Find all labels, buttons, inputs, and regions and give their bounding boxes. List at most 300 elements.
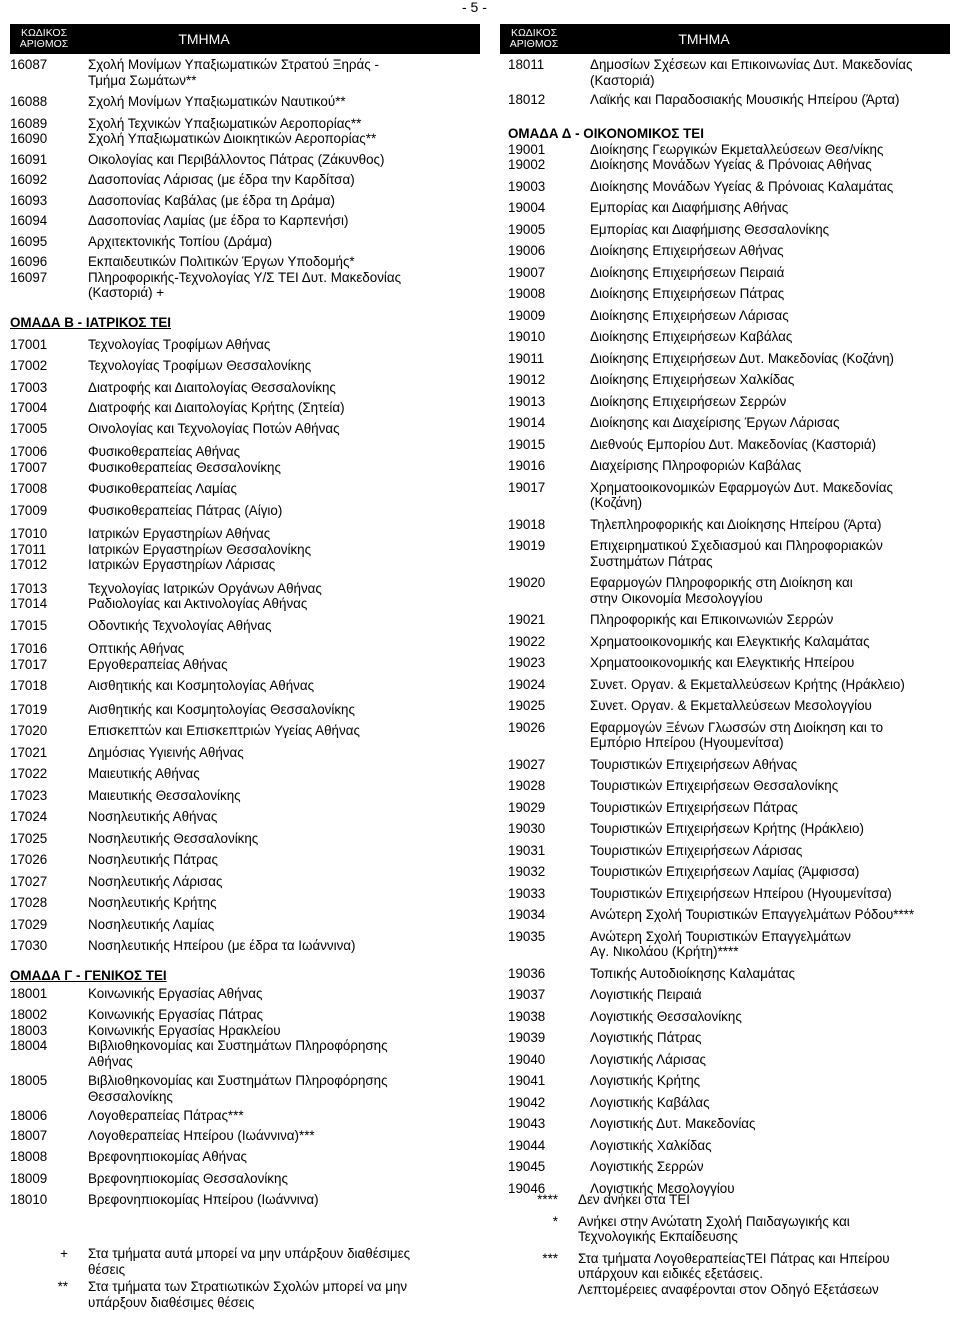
table-row bbox=[500, 538, 950, 569]
department-code: 17006 bbox=[10, 444, 48, 459]
table-row bbox=[10, 596, 480, 612]
department-name: Κοινωνικής Εργασίας Ηρακλείου bbox=[88, 1022, 281, 1038]
footnote-mark: **** bbox=[537, 1192, 558, 1207]
department-name: Φυσικοθεραπείας Πάτρας (Αίγιο) bbox=[88, 502, 283, 518]
department-code: 18009 bbox=[10, 1170, 48, 1186]
department-code: 17003 bbox=[10, 379, 48, 395]
department-code: 19022 bbox=[508, 633, 546, 649]
department-name: Ιατρικών Εργαστηρίων Λάρισας bbox=[88, 557, 276, 572]
department-name: Λογοθεραπείας Ηπείρου (Ιωάννινα)*** bbox=[88, 1127, 315, 1143]
department-code: 18005 bbox=[10, 1073, 48, 1088]
table-row bbox=[10, 270, 480, 301]
department-name: Νοσηλευτικής Θεσσαλονίκης bbox=[88, 830, 259, 846]
department-name: Πληροφορικής και Επικοινωνιών Σερρών bbox=[590, 612, 834, 627]
department-code: 19002 bbox=[508, 157, 546, 172]
table-row bbox=[500, 437, 950, 453]
department-name: Σχολή Μονίμων Υπαξιωματικών Ναυτικού** bbox=[88, 94, 346, 109]
table-row bbox=[10, 809, 480, 825]
department-code: 17010 bbox=[10, 526, 48, 541]
table-row bbox=[10, 1108, 480, 1124]
table-row bbox=[500, 778, 950, 794]
department-name: Διοίκησης Επιχειρήσεων Λάρισας bbox=[590, 307, 789, 323]
department-code: 19014 bbox=[508, 415, 546, 430]
department-code: 16087 bbox=[10, 57, 48, 72]
department-name: Τοπικής Αυτοδιοίκησης Καλαμάτας bbox=[590, 965, 795, 981]
table-row bbox=[10, 380, 480, 396]
department-name: Νοσηλευτικής Λαμίας bbox=[88, 916, 215, 932]
group-c-continued bbox=[500, 57, 950, 108]
department-name: Συνετ. Οργαν. & Εκμεταλλεύσεων Μεσολογγίου bbox=[590, 698, 872, 713]
table-row bbox=[10, 1171, 480, 1187]
department-name: Διοίκησης Επιχειρήσεων Πειραιά bbox=[590, 264, 785, 280]
department-name: Διοίκησης Επιχειρήσεων Σερρών bbox=[590, 393, 787, 409]
department-code: 19008 bbox=[508, 286, 546, 301]
department-code: 19019 bbox=[508, 538, 546, 553]
table-row bbox=[10, 678, 480, 694]
table-row bbox=[10, 557, 480, 573]
right-column bbox=[500, 24, 950, 1196]
table-header bbox=[500, 24, 950, 54]
department-name: Συνετ. Οργαν. & Εκμεταλλεύσεων Κρήτης (Ηράκλειο) bbox=[590, 676, 905, 692]
department-code: 17016 bbox=[10, 641, 48, 656]
department-name: Εφαρμογών Πληροφορικής στη Διοίκηση και στην Οικονομία Μεσολογγίου bbox=[590, 575, 853, 606]
table-row bbox=[500, 757, 950, 773]
department-name: Διοίκησης Μονάδων Υγείας & Πρόνοιας Καλαμάτας bbox=[590, 178, 894, 194]
department-code: 19023 bbox=[508, 655, 546, 670]
department-code: 19036 bbox=[508, 965, 546, 981]
table-row bbox=[10, 1073, 480, 1104]
table-row bbox=[10, 213, 480, 229]
department-code: 17018 bbox=[10, 678, 48, 693]
table-row bbox=[500, 1073, 950, 1089]
department-code: 18011 bbox=[508, 57, 545, 72]
department-name: Βρεφονηπιοκομίας Ηπείρου (Ιωάννινα) bbox=[88, 1192, 319, 1207]
group-c-list bbox=[10, 986, 480, 1208]
department-name: Κοινωνικής Εργασίας Αθήνας bbox=[88, 985, 263, 1001]
table-row bbox=[10, 1192, 480, 1208]
department-name: Ανώτερη Σχολή Τουριστικών Επαγγελμάτων Ρόδου**** bbox=[590, 907, 915, 922]
department-name: Λογιστικής Χαλκίδας bbox=[590, 1137, 712, 1153]
department-name: Χρηματοοικονομικών Εφαρμογών Δυτ. Μακεδονίας (Κοζάνη) bbox=[590, 479, 893, 510]
department-column-header: ΤΜΗΜΑ bbox=[178, 31, 230, 47]
department-name: Βιβλιοθηκονομίας και Συστημάτων Πληροφόρησης Θεσσαλονίκης bbox=[88, 1073, 388, 1104]
department-code: 19032 bbox=[508, 864, 546, 879]
department-code: 19026 bbox=[508, 719, 546, 735]
department-name: Επιχειρηματικού Σχεδιασμού και Πληροφοριακών Συστημάτων Πάτρας bbox=[590, 538, 883, 569]
department-code: 19039 bbox=[508, 1030, 546, 1045]
department-name: Τουριστικών Επιχειρήσεων Πάτρας bbox=[590, 799, 798, 815]
footnote-text: Στα τμήματα των Στρατιωτικών Σχολών μπορεί να μην υπάρξουν διαθέσιμες θέσεις bbox=[88, 1279, 408, 1310]
department-code: 19011 bbox=[508, 350, 545, 366]
department-name: Ραδιολογίας και Ακτινολογίας Αθήνας bbox=[88, 596, 308, 611]
table-row bbox=[500, 1159, 950, 1175]
department-name: Λογιστικής Καβάλας bbox=[590, 1094, 710, 1110]
table-row bbox=[10, 116, 480, 132]
department-name: Διαχείρισης Πληροφοριών Καβάλας bbox=[590, 458, 802, 473]
department-name: Μαιευτικής Θεσσαλονίκης bbox=[88, 787, 241, 803]
footnote bbox=[40, 1279, 480, 1310]
table-row bbox=[10, 481, 480, 497]
footnote bbox=[40, 1246, 480, 1277]
department-code: 17025 bbox=[10, 830, 48, 846]
right-footnotes bbox=[510, 1192, 950, 1297]
table-row bbox=[10, 152, 480, 168]
table-row bbox=[500, 987, 950, 1003]
department-code: 18012 bbox=[508, 92, 546, 107]
table-row bbox=[500, 1009, 950, 1025]
table-row bbox=[10, 657, 480, 673]
department-name: Τεχνολογίας Ιατρικών Οργάνων Αθήνας bbox=[88, 580, 322, 596]
department-code: 19013 bbox=[508, 393, 546, 409]
department-name: Οδοντικής Τεχνολογίας Αθήνας bbox=[88, 617, 272, 633]
table-row bbox=[10, 788, 480, 804]
department-name: Αισθητικής και Κοσμητολογίας Θεσσαλονίκης bbox=[88, 701, 355, 717]
department-code: 17001 bbox=[10, 336, 48, 352]
department-name: Διοίκησης και Διαχείρισης Έργων Λάρισας bbox=[590, 415, 840, 430]
department-code: 19006 bbox=[508, 243, 546, 258]
table-row bbox=[500, 265, 950, 281]
department-name: Εμπορίας και Διαφήμισης Αθήνας bbox=[590, 200, 789, 215]
department-name: Φυσικοθεραπείας Λαμίας bbox=[88, 481, 237, 496]
department-name: Δασοπονίας Λαμίας (με έδρα το Καρπενήσι) bbox=[88, 213, 349, 228]
table-row bbox=[500, 179, 950, 195]
table-row bbox=[10, 444, 480, 460]
department-code: 19021 bbox=[508, 612, 546, 627]
department-name: Βιβλιοθηκονομίας και Συστημάτων Πληροφόρησης Αθήνας bbox=[88, 1038, 388, 1069]
table-row bbox=[10, 1007, 480, 1023]
table-row bbox=[500, 200, 950, 216]
table-row bbox=[500, 243, 950, 259]
group-d-heading bbox=[500, 126, 950, 142]
department-name: Τουριστικών Επιχειρήσεων Ηπείρου (Ηγουμενίτσα) bbox=[590, 885, 892, 901]
department-code: 17019 bbox=[10, 701, 48, 717]
department-code: 16097 bbox=[10, 269, 48, 285]
table-row bbox=[500, 415, 950, 431]
department-code: 19038 bbox=[508, 1008, 546, 1024]
department-name: Διοίκησης Επιχειρήσεων Χαλκίδας bbox=[590, 372, 795, 387]
table-row bbox=[10, 766, 480, 782]
department-name: Βρεφονηπιοκομίας Θεσσαλονίκης bbox=[88, 1170, 288, 1186]
department-code: 16093 bbox=[10, 192, 48, 208]
table-row bbox=[10, 400, 480, 416]
footnote-mark: *** bbox=[542, 1250, 558, 1266]
department-name: Σχολή Τεχνικών Υπαξιωματικών Αεροπορίας** bbox=[88, 115, 362, 131]
footnote-text: Στα τμήματα αυτά μπορεί να μην υπάρξουν διαθέσιμες θέσεις bbox=[88, 1246, 411, 1277]
department-name: Διεθνούς Εμπορίου Δυτ. Μακεδονίας (Καστοριά) bbox=[590, 436, 877, 452]
department-name: Αισθητικής και Κοσμητολογίας Αθήνας bbox=[88, 678, 315, 693]
table-row bbox=[500, 966, 950, 982]
department-name: Λογιστικής Κρήτης bbox=[590, 1073, 701, 1088]
table-row bbox=[10, 1023, 480, 1039]
department-code: 19001 bbox=[508, 141, 546, 157]
table-row bbox=[10, 337, 480, 353]
department-name: Πληροφορικής-Τεχνολογίας Υ/Σ ΤΕΙ Δυτ. Μακεδονίας (Καστοριά) + bbox=[88, 269, 402, 300]
department-name: Σχολή Υπαξιωματικών Διοικητικών Αεροπορίας** bbox=[88, 131, 377, 146]
department-name: Τεχνολογίας Τροφίμων Αθήνας bbox=[88, 336, 271, 352]
table-row bbox=[500, 517, 950, 533]
department-name: Λογιστικής Μεσολογγίου bbox=[590, 1180, 735, 1196]
department-code: 19040 bbox=[508, 1051, 546, 1067]
department-code: 17024 bbox=[10, 809, 48, 824]
department-code: 16092 bbox=[10, 172, 48, 187]
department-code: 19031 bbox=[508, 842, 546, 858]
department-code: 19009 bbox=[508, 307, 546, 323]
department-name: Χρηματοοικονομικής και Ελεγκτικής Καλαμάτας bbox=[590, 633, 870, 649]
department-code: 19037 bbox=[508, 987, 546, 1002]
table-row bbox=[500, 351, 950, 367]
department-code: 17023 bbox=[10, 787, 48, 803]
department-code: 17014 bbox=[10, 596, 48, 611]
department-code: 19046 bbox=[508, 1180, 546, 1196]
department-name: Ανώτερη Σχολή Τουριστικών Επαγγελμάτων Αγ. Νικολάου (Κρήτη)**** bbox=[590, 928, 851, 959]
table-row bbox=[10, 831, 480, 847]
table-row bbox=[500, 886, 950, 902]
department-name: Διατροφής και Διαιτολογίας Κρήτης (Σητεία) bbox=[88, 400, 345, 415]
table-row bbox=[500, 655, 950, 671]
department-code: 19034 bbox=[508, 907, 546, 922]
code-column-header: ΚΩΔΙΚΟΣ ΑΡΙΘΜΟΣ bbox=[19, 27, 69, 50]
page-number: - 5 - bbox=[462, 0, 487, 15]
department-code: 17011 bbox=[10, 541, 47, 557]
table-row bbox=[10, 702, 480, 718]
footnote-text: Δεν ανήκει στα ΤΕΙ bbox=[578, 1192, 690, 1207]
department-code: 17022 bbox=[10, 766, 48, 781]
department-code: 17002 bbox=[10, 358, 48, 373]
department-code: 16090 bbox=[10, 131, 48, 146]
department-name: Φυσικοθεραπείας Θεσσαλονίκης bbox=[88, 459, 281, 475]
table-row bbox=[10, 874, 480, 890]
table-row bbox=[500, 720, 950, 751]
department-code: 19028 bbox=[508, 778, 546, 793]
department-name: Οπτικής Αθήνας bbox=[88, 641, 185, 656]
table-row bbox=[500, 458, 950, 474]
department-name: Οικολογίας και Περιβάλλοντος Πάτρας (Ζάκυνθος) bbox=[88, 151, 385, 167]
table-row bbox=[500, 480, 950, 511]
department-name: Νοσηλευτικής Λάρισας bbox=[88, 873, 223, 889]
department-code: 19045 bbox=[508, 1159, 546, 1174]
department-code: 17013 bbox=[10, 580, 48, 596]
group-c-heading bbox=[10, 968, 480, 984]
table-row bbox=[10, 542, 480, 558]
department-code: 17012 bbox=[10, 557, 48, 572]
department-code: 17005 bbox=[10, 420, 48, 436]
department-name: Τεχνολογίας Τροφίμων Θεσσαλονίκης bbox=[88, 358, 312, 373]
table-row bbox=[10, 986, 480, 1002]
group-d-list bbox=[500, 142, 950, 1197]
table-row bbox=[10, 1149, 480, 1165]
department-code: 19007 bbox=[508, 264, 546, 280]
department-name: Λογιστικής Θεσσαλονίκης bbox=[590, 1008, 742, 1024]
table-row bbox=[500, 308, 950, 324]
footnote bbox=[510, 1251, 950, 1298]
left-column bbox=[10, 24, 480, 1208]
department-code: 17008 bbox=[10, 481, 48, 496]
table-row bbox=[10, 131, 480, 147]
table-row bbox=[500, 677, 950, 693]
table-row bbox=[500, 394, 950, 410]
department-name: Δασοπονίας Λάρισας (με έδρα την Καρδίτσα) bbox=[88, 172, 355, 187]
department-name: Λογιστικής Πάτρας bbox=[590, 1030, 702, 1045]
table-row bbox=[10, 254, 480, 270]
department-name: Αρχιτεκτονικής Τοπίου (Δράμα) bbox=[88, 233, 273, 249]
table-row bbox=[500, 612, 950, 628]
department-name: Λαϊκής και Παραδοσιακής Μουσικής Ηπείρου (Άρτα) bbox=[590, 92, 900, 107]
group-d-title: ΟΜΑΔΑ Δ - ΟΙΚΟΝΟΜΙΚΟΣ ΤΕΙ bbox=[508, 125, 704, 141]
table-row bbox=[10, 938, 480, 954]
table-row bbox=[500, 698, 950, 714]
department-code: 17028 bbox=[10, 895, 48, 910]
table-row bbox=[10, 193, 480, 209]
department-code: 19042 bbox=[508, 1094, 546, 1110]
department-code: 19043 bbox=[508, 1116, 546, 1131]
department-code: 19041 bbox=[508, 1073, 546, 1088]
department-code: 17017 bbox=[10, 656, 48, 672]
department-name: Χρηματοοικονομικής και Ελεγκτικής Ηπείρου bbox=[590, 655, 855, 670]
department-name: Λογιστικής Λάρισας bbox=[590, 1051, 706, 1067]
group-b-list bbox=[10, 337, 480, 954]
table-row bbox=[10, 895, 480, 911]
footnote bbox=[510, 1192, 950, 1208]
table-row bbox=[10, 460, 480, 476]
department-name: Σχολή Μονίμων Υπαξιωματικών Στρατού Ξηράς - Τμήμα Σωμάτων** bbox=[88, 57, 379, 88]
department-code: 19003 bbox=[508, 178, 546, 194]
department-name: Λογιστικής Δυτ. Μακεδονίας bbox=[590, 1116, 756, 1131]
table-row bbox=[500, 1138, 950, 1154]
department-code: 19027 bbox=[508, 756, 546, 772]
department-name: Διοίκησης Μονάδων Υγείας & Πρόνοιας Αθήνας bbox=[590, 157, 872, 172]
department-name: Τουριστικών Επιχειρήσεων Θεσσαλονίκης bbox=[590, 778, 839, 793]
department-name: Λογιστικής Σερρών bbox=[590, 1159, 704, 1174]
department-code: 17029 bbox=[10, 916, 48, 932]
department-name: Ιατρικών Εργαστηρίων Αθήνας bbox=[88, 526, 271, 541]
department-code: 17027 bbox=[10, 873, 48, 889]
department-name: Διοίκησης Γεωργικών Εκμεταλλεύσεων Θεσ/νίκης bbox=[590, 141, 884, 157]
table-row bbox=[500, 821, 950, 837]
table-row bbox=[10, 57, 480, 88]
department-code: 19024 bbox=[508, 676, 546, 692]
department-name: Δασοπονίας Καβάλας (με έδρα τη Δράμα) bbox=[88, 192, 335, 208]
code-column-header: ΚΩΔΙΚΟΣ ΑΡΙΘΜΟΣ bbox=[509, 27, 559, 50]
department-name: Νοσηλευτικής Ηπείρου (με έδρα τα Ιωάννινα) bbox=[88, 938, 356, 953]
table-row bbox=[10, 421, 480, 437]
table-row bbox=[10, 1038, 480, 1069]
table-row bbox=[500, 57, 950, 88]
group-a-continued bbox=[10, 57, 480, 301]
department-code: 19044 bbox=[508, 1137, 546, 1153]
group-c-title: ΟΜΑΔΑ Γ - ΓΕΝΙΚΟΣ ΤΕΙ bbox=[10, 967, 167, 983]
department-name: Φυσικοθεραπείας Αθήνας bbox=[88, 444, 241, 459]
table-row bbox=[10, 234, 480, 250]
table-row bbox=[10, 581, 480, 597]
table-row bbox=[500, 1095, 950, 1111]
department-code: 17004 bbox=[10, 400, 48, 415]
department-code: 18004 bbox=[10, 1038, 48, 1053]
department-code: 19030 bbox=[508, 821, 546, 836]
department-code: 17030 bbox=[10, 938, 48, 953]
table-row bbox=[10, 1128, 480, 1144]
department-code: 17020 bbox=[10, 723, 48, 738]
department-name: Νοσηλευτικής Αθήνας bbox=[88, 809, 218, 824]
department-code: 19016 bbox=[508, 458, 546, 473]
department-name: Δημοσίων Σχέσεων και Επικοινωνίας Δυτ. Μακεδονίας (Καστοριά) bbox=[590, 57, 913, 88]
department-name: Τουριστικών Επιχειρήσεων Λάρισας bbox=[590, 842, 803, 858]
department-code: 16091 bbox=[10, 151, 48, 167]
department-code: 19035 bbox=[508, 928, 546, 944]
department-code: 16094 bbox=[10, 213, 48, 228]
department-name: Βρεφονηπιοκομίας Αθήνας bbox=[88, 1149, 248, 1164]
footnote-text: Στα τμήματα ΛογοθεραπείαςΤΕΙ Πάτρας και Ηπείρου υπάρχουν και ειδικές εξετάσεις. Λεπτομέρειες αναφέρονται στον Οδηγό Εξετάσεων bbox=[578, 1250, 890, 1297]
table-row bbox=[500, 1030, 950, 1046]
department-code: 18007 bbox=[10, 1127, 48, 1143]
department-name: Τουριστικών Επιχειρήσεων Κρήτης (Ηράκλειο) bbox=[590, 821, 864, 836]
table-row bbox=[500, 1052, 950, 1068]
department-code: 19005 bbox=[508, 221, 546, 237]
table-row bbox=[10, 94, 480, 110]
department-code: 17007 bbox=[10, 459, 48, 475]
table-row bbox=[10, 917, 480, 933]
footnote-mark: ** bbox=[57, 1279, 68, 1294]
department-name: Τουριστικών Επιχειρήσεων Αθήνας bbox=[590, 756, 798, 772]
table-row bbox=[500, 372, 950, 388]
department-code: 18003 bbox=[10, 1022, 48, 1038]
department-code: 19010 bbox=[508, 329, 546, 344]
department-name: Διοίκησης Επιχειρήσεων Δυτ. Μακεδονίας (Κοζάνη) bbox=[590, 350, 894, 366]
department-code: 19018 bbox=[508, 516, 546, 532]
department-code: 18006 bbox=[10, 1108, 48, 1123]
table-row bbox=[10, 745, 480, 761]
department-code: 19004 bbox=[508, 200, 546, 215]
department-code: 17015 bbox=[10, 617, 48, 633]
table-row bbox=[10, 526, 480, 542]
department-code: 18001 bbox=[10, 985, 48, 1001]
department-name: Ιατρικών Εργαστηρίων Θεσσαλονίκης bbox=[88, 541, 312, 557]
department-name: Εμπορίας και Διαφήμισης Θεσσαλονίκης bbox=[590, 221, 830, 237]
table-row bbox=[500, 222, 950, 238]
table-row bbox=[10, 358, 480, 374]
table-row bbox=[500, 864, 950, 880]
footnote-text: Ανήκει στην Ανώτατη Σχολή Παιδαγωγικής και Τεχνολογικής Εκπαίδευσης bbox=[578, 1213, 850, 1244]
department-name: Λογιστικής Πειραιά bbox=[590, 987, 702, 1002]
department-name: Εφαρμογών Ξένων Γλωσσών στη Διοίκηση και το Εμπόριο Ηπείρου (Ηγουμενίτσα) bbox=[590, 719, 884, 750]
department-code: 16095 bbox=[10, 233, 48, 249]
department-code: 17009 bbox=[10, 502, 48, 518]
left-footnotes bbox=[40, 1246, 480, 1310]
department-code: 16096 bbox=[10, 254, 48, 269]
table-row bbox=[500, 157, 950, 173]
department-code: 19017 bbox=[508, 479, 546, 495]
department-name: Εκπαιδευτικών Πολιτικών Έργων Υποδομής* bbox=[88, 254, 355, 269]
department-code: 17026 bbox=[10, 852, 48, 867]
department-name: Εργοθεραπείας Αθήνας bbox=[88, 656, 228, 672]
department-name: Οινολογίας και Τεχνολογίας Ποτών Αθήνας bbox=[88, 420, 340, 436]
department-name: Νοσηλευτικής Πάτρας bbox=[88, 852, 218, 867]
table-row bbox=[10, 641, 480, 657]
department-name: Διοίκησης Επιχειρήσεων Πάτρας bbox=[590, 286, 785, 301]
department-code: 18010 bbox=[10, 1192, 48, 1207]
department-code: 19029 bbox=[508, 799, 546, 815]
department-name: Επισκεπτών και Επισκεπτριών Υγείας Αθήνας bbox=[88, 723, 360, 738]
table-row bbox=[10, 172, 480, 188]
department-name: Διοίκησης Επιχειρήσεων Καβάλας bbox=[590, 329, 793, 344]
table-row bbox=[500, 92, 950, 108]
department-name: Τουριστικών Επιχειρήσεων Λαμίας (Άμφισσα) bbox=[590, 864, 860, 879]
table-row bbox=[500, 843, 950, 859]
table-row bbox=[500, 575, 950, 606]
table-row bbox=[500, 634, 950, 650]
table-row bbox=[500, 286, 950, 302]
department-name: Νοσηλευτικής Κρήτης bbox=[88, 895, 217, 910]
department-code: 19025 bbox=[508, 698, 546, 713]
